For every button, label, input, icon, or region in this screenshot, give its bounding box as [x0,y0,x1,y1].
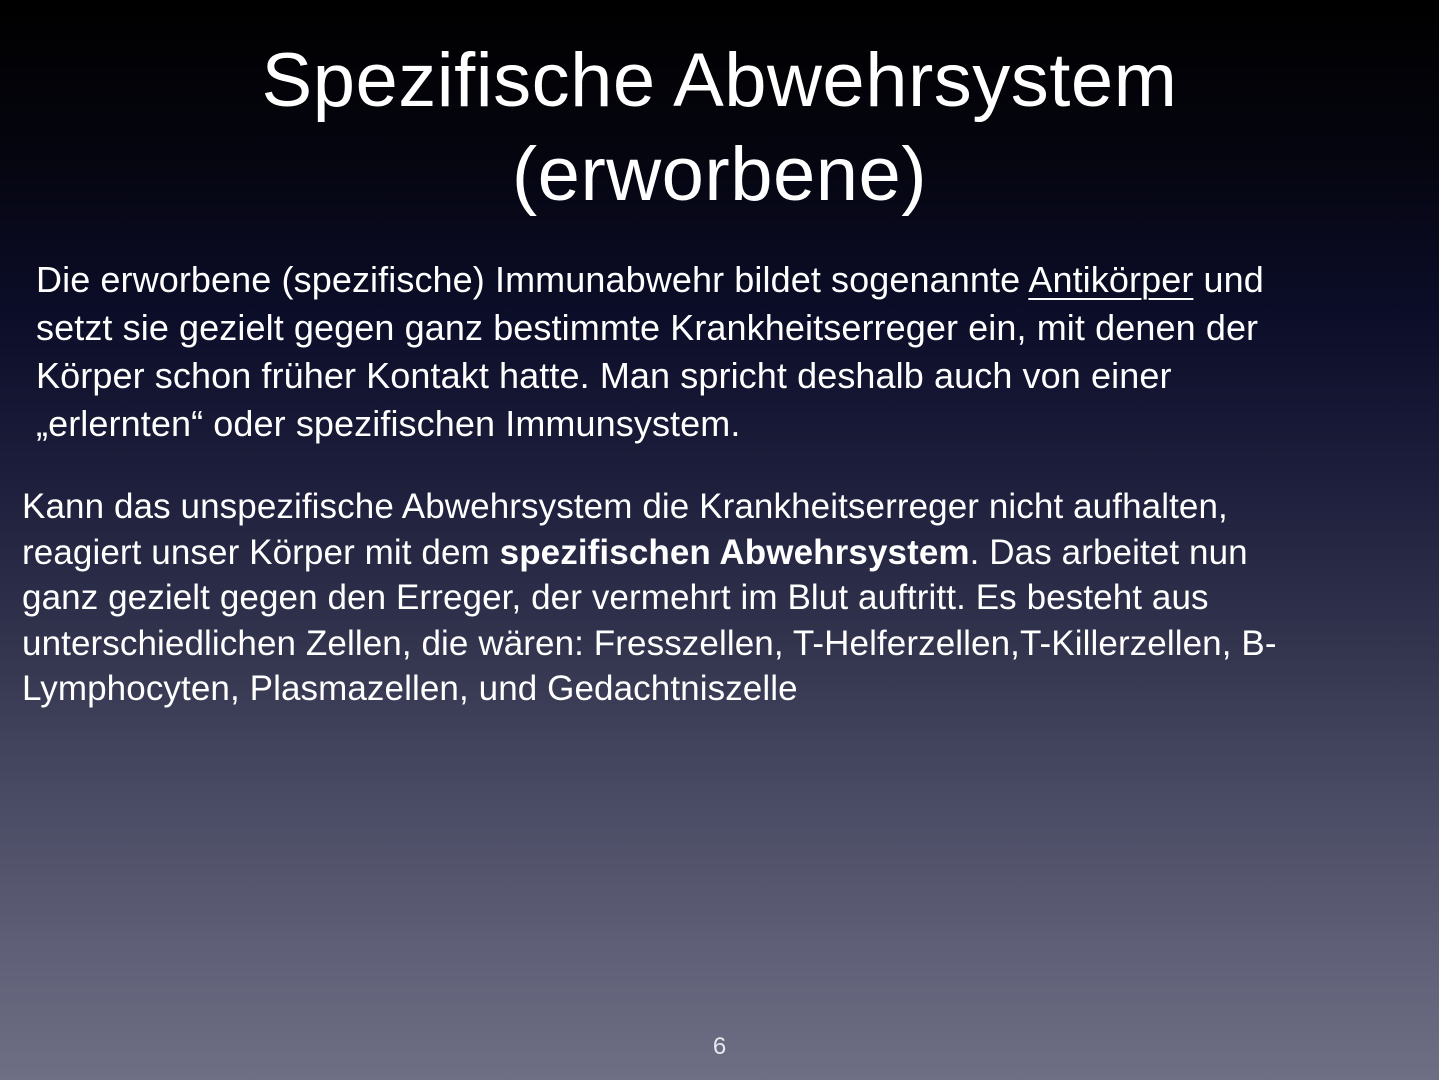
paragraph-1-line-3: Körper schon früher Kontakt hatte. Man spricht deshalb auch von einer [36,355,1172,396]
paragraph-acquired-immunity [36,256,1426,448]
paragraph-2-line-1: Kann das unspezifische Abwehrsystem die Krankheitserreger nicht aufhalten, [22,487,1228,526]
slide-title-line-2: (erworbene) [511,132,928,217]
slide-title [120,34,1319,222]
paragraph-1-line-1-text: Die erworbene (spezifische) Immunabwehr bildet sogenannte [36,259,1029,300]
antikoerper-link[interactable]: Antikörper [1028,259,1194,300]
paragraph-2-line-2 [22,530,1422,576]
paragraph-2-line-5: Lymphocyten, Plasmazellen, und Gedachtniszelle [22,669,798,708]
paragraph-2-line-2-end: . Das arbeitet nun [969,532,1248,572]
paragraph-2-line-4: unterschiedlichen Zellen, die wären: Fresszellen, T-Helferzellen,T-Killerzellen, B- [22,623,1277,663]
paragraph-1-line-1-end: und [1193,259,1264,300]
specific-defense-term: spezifischen Abwehrsystem [499,532,970,572]
page-number: 6 [712,1033,727,1060]
slide-title-line-1: Spezifische Abwehrsystem [261,38,1178,123]
paragraph-1-line-1 [36,256,1426,304]
paragraph-2-line-2-text: reagiert unser Körper mit dem [22,532,500,572]
paragraph-1-line-2: setzt sie gezielt gegen ganz bestimmte Krankheitserreger ein, mit denen der [36,307,1259,348]
paragraph-specific-defense [22,484,1422,712]
paragraph-2-line-3: ganz gezielt gegen den Erreger, der vermehrt im Blut auftritt. Es besteht aus [22,578,1209,617]
paragraph-1-line-4: „erlernten“ oder spezifischen Immunsystem. [36,403,741,444]
